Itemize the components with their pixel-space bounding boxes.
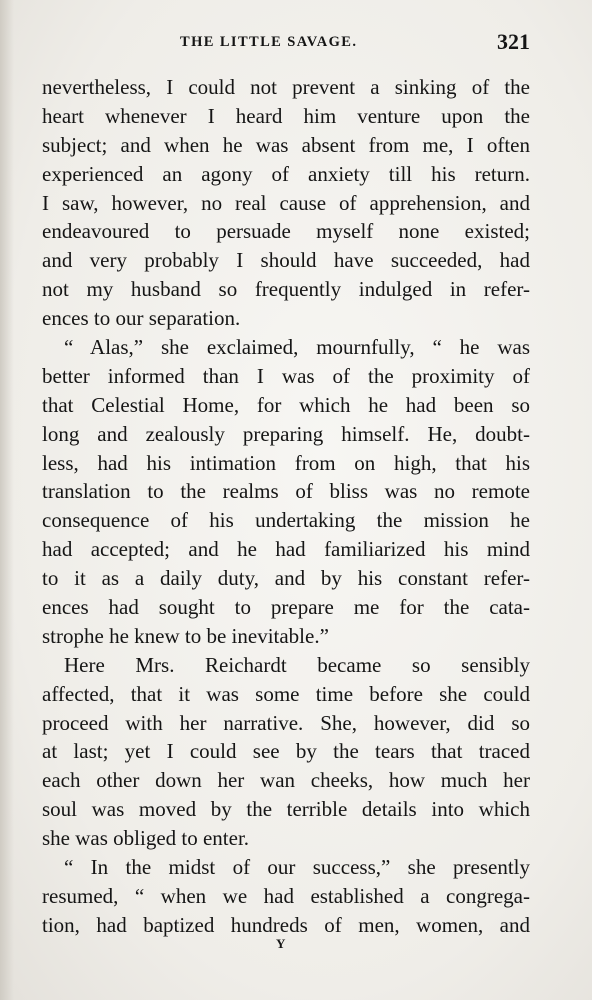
text-line: ences had sought to prepare me for the cata- — [42, 595, 530, 620]
text-line: proceed with her narrative. She, however, did so — [42, 710, 530, 735]
text-line: heart whenever I heard him venture upon the — [42, 103, 530, 128]
text-line: endeavoured to persuade myself none existed; — [42, 219, 530, 244]
running-title: THE LITTLE SAVAGE. — [180, 34, 358, 50]
paragraph — [42, 853, 530, 940]
body-text — [42, 73, 530, 940]
paragraph — [42, 333, 530, 651]
text-line: that Celestial Home, for which he had been so — [42, 392, 530, 417]
text-line: subject; and when he was absent from me, I often — [42, 132, 530, 157]
text-line: each other down her wan cheeks, how much her — [42, 768, 530, 793]
text-line: Here Mrs. Reichardt became so sensibly — [64, 652, 530, 677]
text-line: better informed than I was of the proximity of — [42, 363, 530, 388]
paragraph — [42, 651, 530, 853]
text-line: she was obliged to enter. — [42, 826, 250, 851]
text-line: had accepted; and he had familiarized his mind — [42, 537, 530, 562]
text-line: translation to the realms of bliss was no remote — [42, 479, 530, 504]
text-line: experienced an agony of anxiety till his return. — [42, 161, 530, 186]
text-line: less, had his intimation from on high, that his — [42, 450, 530, 475]
text-line: not my husband so frequently indulged in refer- — [42, 277, 530, 302]
text-line: tion, had baptized hundreds of men, women, and — [42, 912, 530, 937]
text-line: at last; yet I could see by the tears that traced — [42, 739, 530, 764]
text-line: and very probably I should have succeeded, had — [42, 248, 530, 273]
text-line: soul was moved by the terrible details into which — [42, 797, 530, 822]
text-line: affected, that it was some time before she could — [42, 681, 530, 706]
signature-mark: Y — [276, 936, 286, 951]
text-line: resumed, “ when we had established a congrega- — [42, 883, 530, 908]
text-line: I saw, however, no real cause of apprehension, and — [42, 190, 530, 215]
running-head — [42, 30, 530, 54]
text-line: long and zealously preparing himself. He, doubt- — [42, 421, 530, 446]
text-line: consequence of his undertaking the mission he — [42, 508, 530, 533]
page-number: 321 — [497, 29, 530, 54]
page-gutter-shadow — [0, 0, 14, 1000]
text-line: ences to our separation. — [42, 306, 241, 331]
text-line: nevertheless, I could not prevent a sinking of the — [42, 75, 530, 99]
text-line: strophe he knew to be inevitable.” — [42, 623, 329, 648]
text-line: to it as a daily duty, and by his constant refer- — [42, 566, 530, 591]
text-line: “ Alas,” she exclaimed, mournfully, “ he was — [64, 335, 530, 360]
text-line: “ In the midst of our success,” she presently — [64, 855, 530, 880]
paragraph — [42, 73, 530, 333]
